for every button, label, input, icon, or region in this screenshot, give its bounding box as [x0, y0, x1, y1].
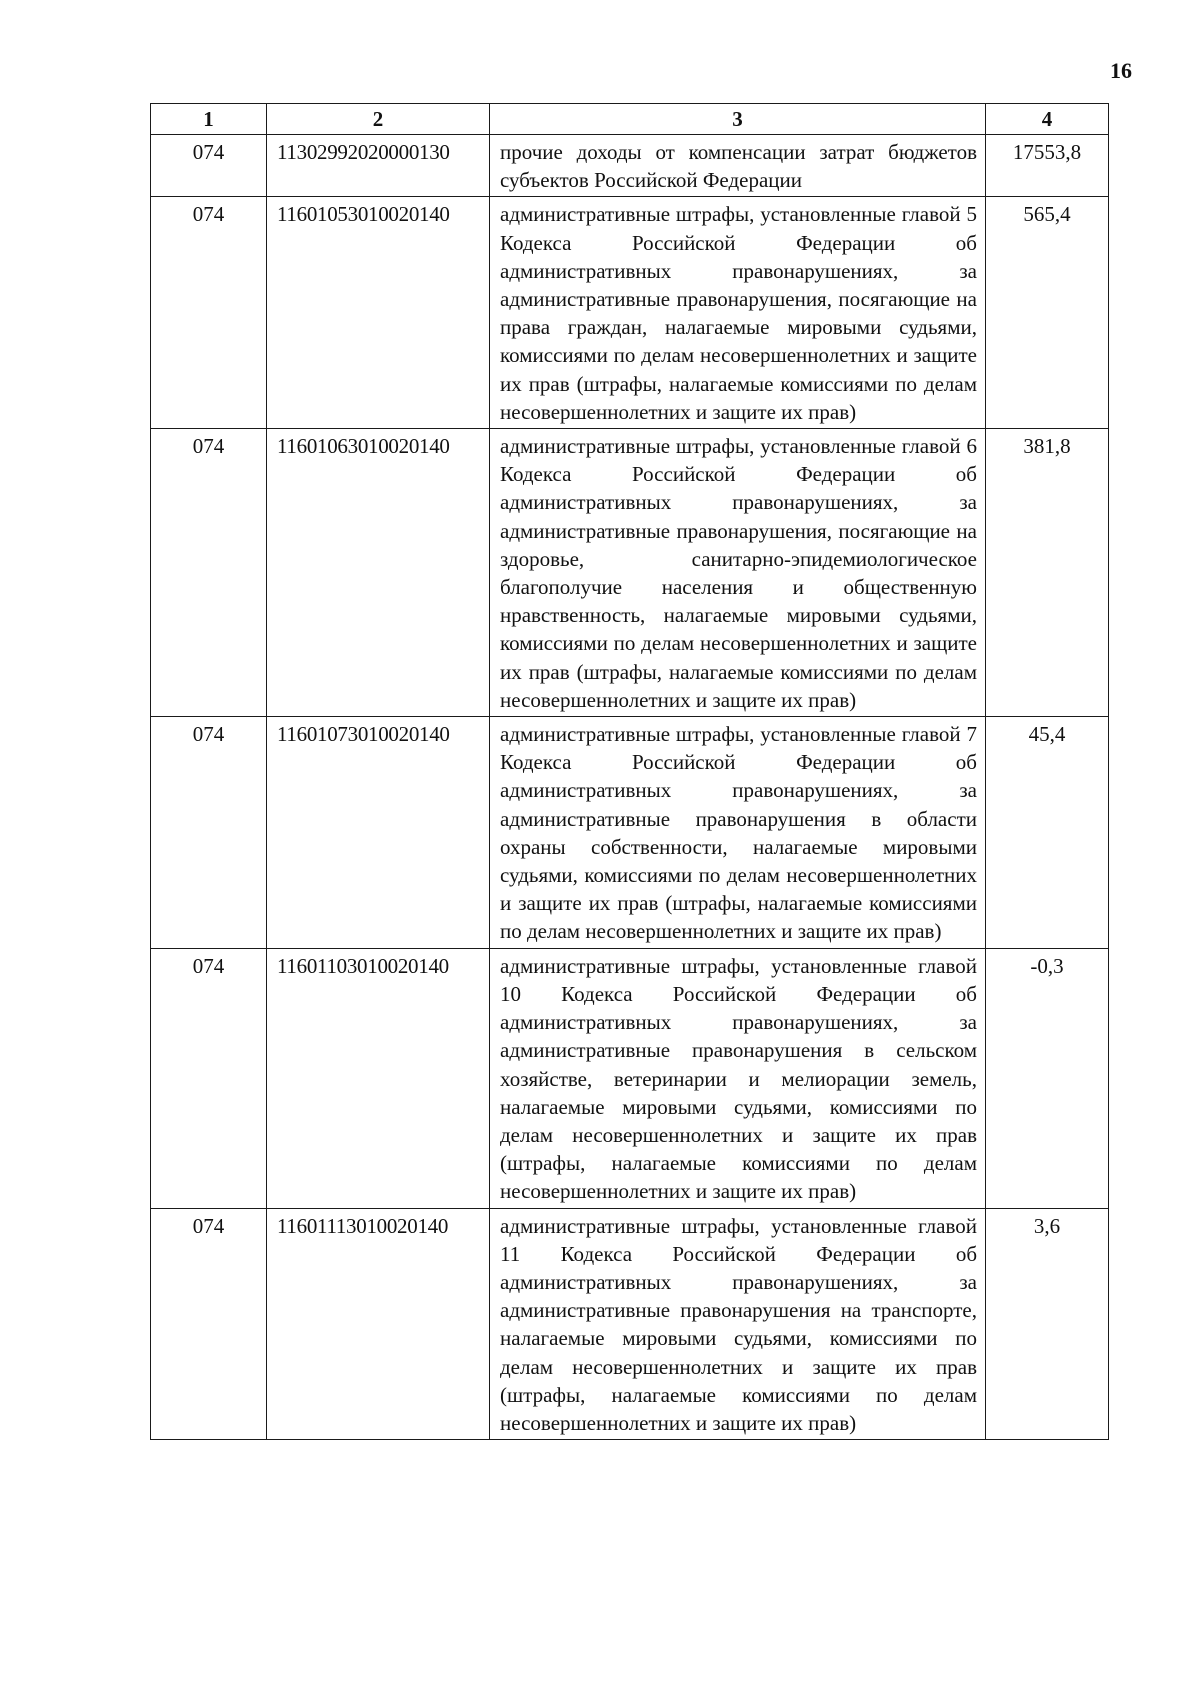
revenue-table: [150, 103, 1109, 1440]
header-row: [151, 104, 1109, 135]
kbk-cell: 11302992020000130: [267, 135, 490, 197]
amount-cell: 3,6: [986, 1208, 1109, 1440]
amount-cell: -0,3: [986, 948, 1109, 1208]
admin-code-cell: 074: [151, 717, 267, 949]
page-number: 16: [1110, 58, 1132, 83]
amount-cell: 17553,8: [986, 135, 1109, 197]
table-row: [151, 429, 1109, 717]
table-row: [151, 197, 1109, 429]
kbk-cell: 11601113010020140: [267, 1208, 490, 1440]
table-row: [151, 135, 1109, 197]
header-col-2: 2: [267, 104, 490, 135]
table-body: [151, 135, 1109, 1440]
income-name-cell: административные штрафы, установленные главой 11 Кодекса Российской Федерации об административных правонарушениях, за административные правонарушения на транспорте, налагаемые мировыми судьями, комиссиями по делам несовершеннолетних и защите их прав (штрафы, налагаемые комиссиями по делам несовершеннолетних и защите их прав): [490, 1208, 986, 1440]
table-row: [151, 1208, 1109, 1440]
income-name-cell: административные штрафы, установленные главой 5 Кодекса Российской Федерации об административных правонарушениях, за административные правонарушения, посягающие на права граждан, налагаемые мировыми судьями, комиссиями по делам несовершеннолетних и защите их прав (штрафы, налагаемые комиссиями по делам несовершеннолетних и защите их прав): [490, 197, 986, 429]
amount-cell: 381,8: [986, 429, 1109, 717]
kbk-cell: 11601063010020140: [267, 429, 490, 717]
income-name-cell: прочие доходы от компенсации затрат бюджетов субъектов Российской Федерации: [490, 135, 986, 197]
admin-code-cell: 074: [151, 1208, 267, 1440]
header-col-1: 1: [151, 104, 267, 135]
header-col-4: 4: [986, 104, 1109, 135]
table-row: [151, 717, 1109, 949]
income-name-cell: административные штрафы, установленные главой 7 Кодекса Российской Федерации об административных правонарушениях, за административные правонарушения в области охраны собственности, налагаемые мировыми судьями, комиссиями по делам несовершеннолетних и защите их прав (штрафы, налагаемые комиссиями по делам несовершеннолетних и защите их прав): [490, 717, 986, 949]
admin-code-cell: 074: [151, 429, 267, 717]
amount-cell: 565,4: [986, 197, 1109, 429]
income-name-cell: административные штрафы, установленные главой 6 Кодекса Российской Федерации об административных правонарушениях, за административные правонарушения, посягающие на здоровье, санитарно-эпидемиологическое благополучие населения и общественную нравственность, налагаемые мировыми судьями, комиссиями по делам несовершеннолетних и защите их прав (штрафы, налагаемые комиссиями по делам несовершеннолетних и защите их прав): [490, 429, 986, 717]
kbk-cell: 11601053010020140: [267, 197, 490, 429]
admin-code-cell: 074: [151, 197, 267, 429]
admin-code-cell: 074: [151, 135, 267, 197]
table-row: [151, 948, 1109, 1208]
amount-cell: 45,4: [986, 717, 1109, 949]
admin-code-cell: 074: [151, 948, 267, 1208]
header-col-3: 3: [490, 104, 986, 135]
kbk-cell: 11601073010020140: [267, 717, 490, 949]
table-header: [151, 104, 1109, 135]
kbk-cell: 11601103010020140: [267, 948, 490, 1208]
income-name-cell: административные штрафы, установленные главой 10 Кодекса Российской Федерации об административных правонарушениях, за административные правонарушения в сельском хозяйстве, ветеринарии и мелиорации земель, налагаемые мировыми судьями, комиссиями по делам несовершеннолетних и защите их прав (штрафы, налагаемые комиссиями по делам несовершеннолетних и защите их прав): [490, 948, 986, 1208]
